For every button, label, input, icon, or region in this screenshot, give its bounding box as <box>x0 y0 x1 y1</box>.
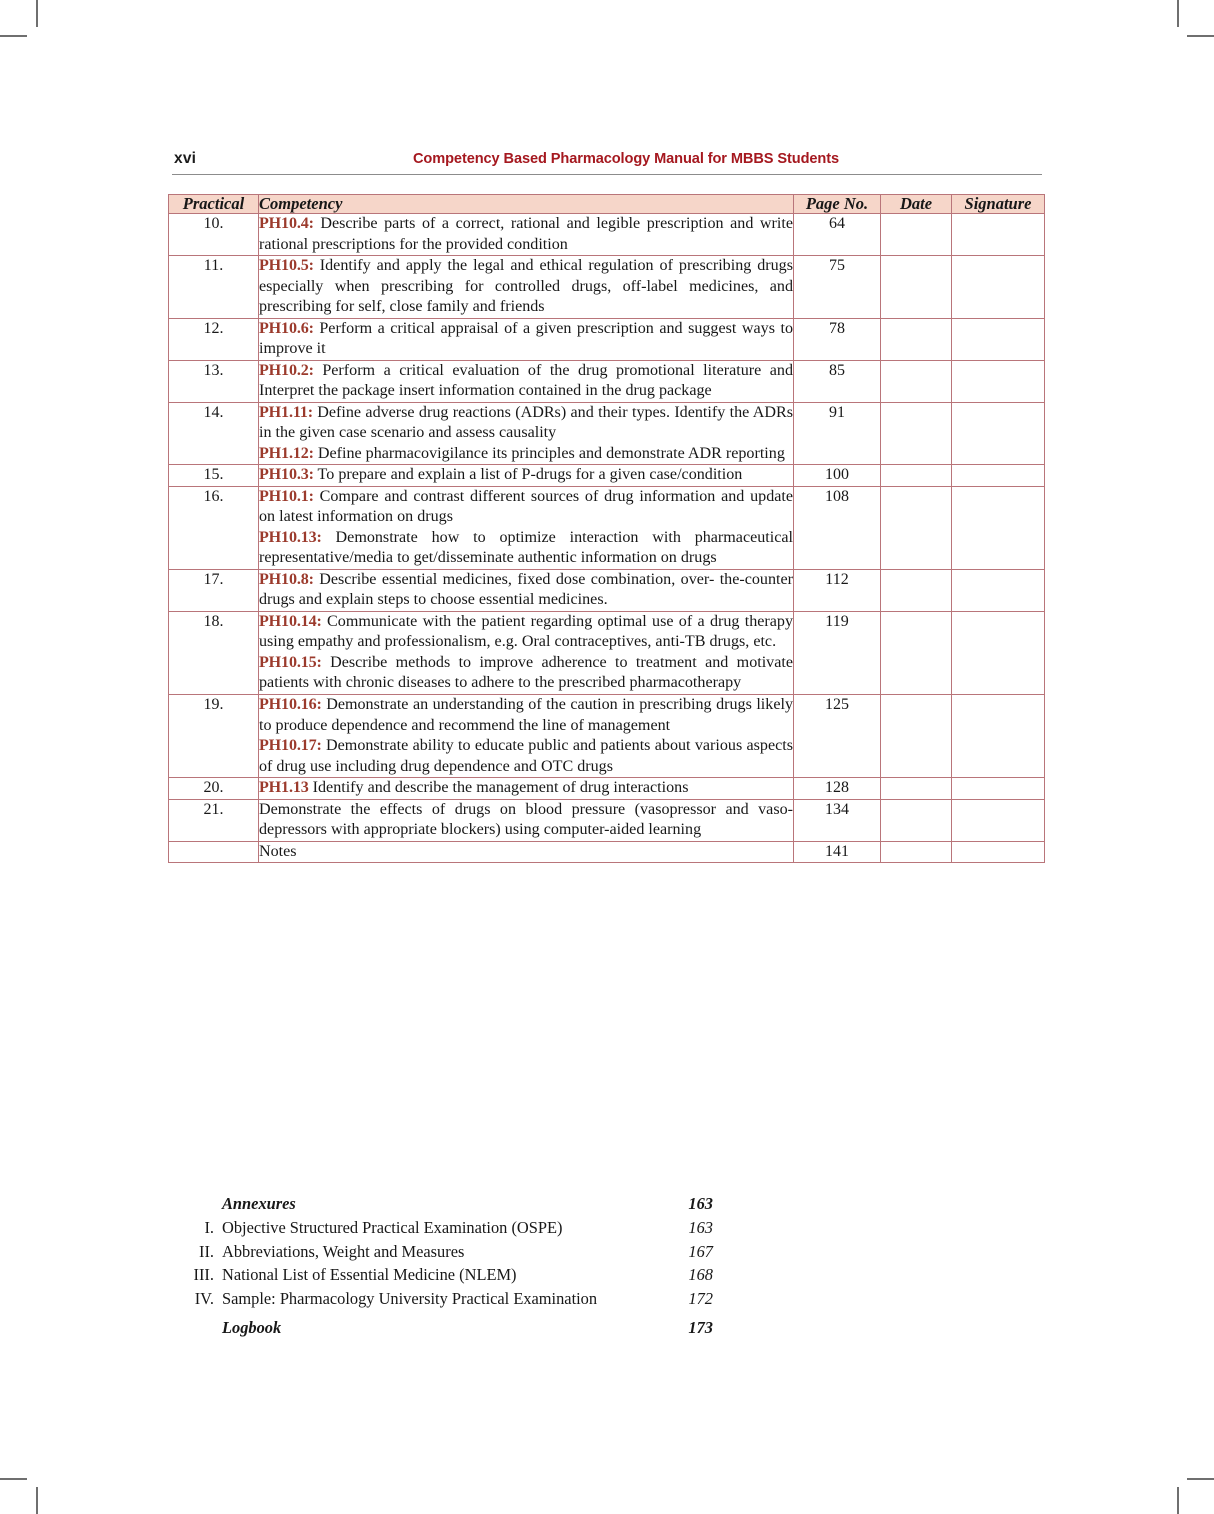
cell-competency <box>259 318 794 360</box>
crop-mark-bottom-right-vertical <box>1177 1487 1179 1514</box>
competency-text: Demonstrate an understanding of the caution in prescribing drugs likely to produce dependence and recommend the line of management <box>259 696 793 734</box>
competency-line <box>259 256 793 318</box>
competency-line <box>259 487 793 528</box>
cell-practical-number: 19. <box>169 695 259 778</box>
competency-code: PH10.16: <box>259 696 322 713</box>
cell-page-number: 119 <box>794 611 881 694</box>
cell-signature[interactable] <box>952 465 1045 487</box>
competency-line <box>259 612 793 653</box>
competency-code: PH1.12: <box>259 444 314 462</box>
annexure-item-page: 163 <box>688 1217 713 1237</box>
annexure-item-label: Abbreviations, Weight and Measures <box>222 1241 465 1261</box>
cell-competency <box>259 214 794 256</box>
cell-practical-number: 11. <box>169 256 259 319</box>
crop-mark-bottom-left-horizontal <box>0 1478 27 1480</box>
cell-practical-number: 12. <box>169 318 259 360</box>
cell-page-number: 78 <box>794 318 881 360</box>
competency-code: PH10.5: <box>259 257 314 275</box>
competency-text: Define adverse drug reactions (ADRs) and their types. Identify the ADRs in the given case scenario and assess causality <box>259 403 793 442</box>
table-header-row <box>169 195 1045 214</box>
cell-practical-number: 18. <box>169 611 259 694</box>
cell-date[interactable] <box>881 256 952 319</box>
cell-date[interactable] <box>881 486 952 569</box>
competency-code: PH10.2: <box>259 361 314 379</box>
table-row <box>169 256 1045 319</box>
annexure-item <box>168 1240 713 1264</box>
cell-practical-number: 16. <box>169 486 259 569</box>
table-row <box>169 569 1045 611</box>
table-body <box>169 214 1045 863</box>
annexure-item-numeral: III. <box>193 1265 214 1285</box>
cell-signature[interactable] <box>952 256 1045 319</box>
competency-code: PH10.6: <box>259 319 314 337</box>
competency-text: Define pharmacovigilance its principles and demonstrate ADR reporting <box>313 444 785 462</box>
competency-line <box>259 361 793 402</box>
cell-practical-number: 13. <box>169 360 259 402</box>
crop-mark-bottom-left-vertical <box>36 1487 38 1514</box>
cell-page-number: 134 <box>794 799 881 841</box>
cell-date[interactable] <box>881 841 952 863</box>
annexure-item-label: Sample: Pharmacology University Practical Examination <box>222 1289 598 1309</box>
competency-text: Demonstrate ability to educate public and patients about various aspects of drug use including drug dependence and OTC drugs <box>259 737 793 775</box>
table-header <box>169 195 1045 214</box>
cell-page-number: 128 <box>794 778 881 800</box>
competency-text: Perform a critical evaluation of the drug promotional literature and Interpret the package insert information contained in the drug package <box>259 361 793 400</box>
annexures-heading-page: 163 <box>688 1194 713 1213</box>
logbook-entry <box>168 1316 713 1340</box>
crop-mark-top-right-horizontal <box>1187 35 1214 37</box>
competency-line <box>259 653 793 694</box>
cell-date[interactable] <box>881 318 952 360</box>
table-row <box>169 486 1045 569</box>
competency-line <box>259 403 793 444</box>
annexures-heading-label: Annexures <box>222 1194 296 1213</box>
table-row <box>169 778 1045 800</box>
cell-date[interactable] <box>881 465 952 487</box>
competency-text: Describe essential medicines, fixed dose combination, over- the-counter drugs and explain steps to choose essential medicines. <box>259 570 793 609</box>
table-row <box>169 360 1045 402</box>
competency-line <box>259 528 793 569</box>
competency-line <box>259 800 793 841</box>
annexure-item-numeral: IV. <box>194 1289 214 1309</box>
cell-practical-number: 15. <box>169 465 259 487</box>
annexure-item <box>168 1216 713 1240</box>
competency-code: PH10.8: <box>259 570 314 588</box>
crop-mark-top-left-horizontal <box>0 35 27 37</box>
cell-page-number: 141 <box>794 841 881 863</box>
competency-text: Compare and contrast different sources of drug information and update on latest information on drugs <box>259 487 793 526</box>
table-row <box>169 465 1045 487</box>
competency-text: Describe parts of a correct, rational and legible prescription and write rational prescriptions for the provided condition <box>259 215 793 253</box>
annexure-item-numeral: I. <box>204 1217 214 1237</box>
cell-signature[interactable] <box>952 486 1045 569</box>
cell-page-number: 112 <box>794 569 881 611</box>
cell-competency <box>259 841 794 863</box>
competency-text: Describe methods to improve adherence to treatment and motivate patients with chronic diseases to adhere to the prescribed pharmacotherapy <box>259 653 793 692</box>
cell-signature[interactable] <box>952 695 1045 778</box>
competency-line <box>259 444 793 465</box>
competency-line <box>259 465 793 486</box>
competency-code: PH10.17: <box>259 737 322 755</box>
cell-date[interactable] <box>881 611 952 694</box>
cell-signature[interactable] <box>952 841 1045 863</box>
competency-code: PH10.3: <box>259 466 314 484</box>
cell-signature[interactable] <box>952 402 1045 465</box>
cell-practical-number: 14. <box>169 402 259 465</box>
competency-text: To prepare and explain a list of P-drugs for a given case/condition <box>313 466 743 484</box>
annexure-item-page: 172 <box>688 1289 713 1309</box>
cell-signature[interactable] <box>952 778 1045 800</box>
competency-line <box>259 695 793 736</box>
competency-code: PH10.15: <box>259 653 322 671</box>
competency-code: PH10.14: <box>259 612 322 630</box>
cell-date[interactable] <box>881 778 952 800</box>
annexure-item <box>168 1287 713 1311</box>
running-head <box>168 150 1044 176</box>
running-head-rule <box>172 174 1042 175</box>
competency-text: Notes <box>259 842 297 860</box>
table-row <box>169 799 1045 841</box>
cell-signature[interactable] <box>952 611 1045 694</box>
competency-text: Demonstrate how to optimize interaction with pharmaceutical representative/media to get/disseminate authentic information on drugs <box>259 528 793 567</box>
cell-competency <box>259 465 794 487</box>
column-header-date: Date <box>881 195 952 214</box>
competency-text: Communicate with the patient regarding optimal use of a drug therapy using empathy and professionalism, e.g. Oral contraceptives, anti-TB drugs, etc. <box>259 612 793 651</box>
cell-competency <box>259 569 794 611</box>
table-row <box>169 214 1045 256</box>
competency-line <box>259 214 793 255</box>
annexure-item-numeral: II. <box>198 1241 214 1261</box>
cell-practical-number: 10. <box>169 214 259 256</box>
cell-signature[interactable] <box>952 318 1045 360</box>
annexure-item-label: National List of Essential Medicine (NLEM) <box>222 1265 517 1285</box>
page-title: Competency Based Pharmacology Manual for MBBS Students <box>412 151 839 167</box>
competency-code: PH10.13: <box>259 528 322 546</box>
competency-table <box>168 194 1045 863</box>
competency-code: PH1.13 <box>259 779 309 797</box>
competency-code: PH10.1: <box>259 487 314 505</box>
competency-text: Identify and describe the management of drug interactions <box>308 779 689 797</box>
page-content <box>168 0 1044 176</box>
annexures-list <box>168 1192 713 1340</box>
annexure-item <box>168 1263 713 1287</box>
cell-practical-number <box>169 841 259 863</box>
annexure-item-page: 168 <box>688 1265 713 1285</box>
logbook-label: Logbook <box>222 1317 282 1337</box>
cell-competency <box>259 695 794 778</box>
competency-text: Demonstrate the effects of drugs on blood pressure (vasopressor and vaso-depressors with appropriate blockers) using computer-aided learning <box>259 800 793 839</box>
table-row <box>169 402 1045 465</box>
cell-page-number: 125 <box>794 695 881 778</box>
competency-text: Perform a critical appraisal of a given prescription and suggest ways to improve it <box>259 319 793 358</box>
competency-line <box>259 842 793 863</box>
cell-competency <box>259 778 794 800</box>
cell-date[interactable] <box>881 695 952 778</box>
competency-code: PH1.11: <box>259 403 313 421</box>
cell-date[interactable] <box>881 402 952 465</box>
annexures-heading <box>168 1192 713 1216</box>
cell-competency <box>259 486 794 569</box>
cell-signature[interactable] <box>952 799 1045 841</box>
cell-competency <box>259 799 794 841</box>
table-row <box>169 695 1045 778</box>
cell-page-number: 100 <box>794 465 881 487</box>
cell-date[interactable] <box>881 360 952 402</box>
crop-mark-bottom-right-horizontal <box>1187 1478 1214 1480</box>
competency-text: Identify and apply the legal and ethical regulation of prescribing drugs especially when prescribing for controlled drugs, off-label medicines, and prescribing for self, close family and friends <box>259 257 793 316</box>
crop-mark-top-left-vertical <box>36 0 38 27</box>
cell-signature[interactable] <box>952 569 1045 611</box>
competency-line <box>259 736 793 777</box>
cell-competency <box>259 402 794 465</box>
cell-page-number: 64 <box>794 214 881 256</box>
cell-page-number: 91 <box>794 402 881 465</box>
logbook-page: 173 <box>688 1317 713 1337</box>
annexure-item-label: Objective Structured Practical Examination (OSPE) <box>222 1217 563 1237</box>
cell-date[interactable] <box>881 799 952 841</box>
cell-competency <box>259 360 794 402</box>
table-row <box>169 318 1045 360</box>
cell-page-number: 85 <box>794 360 881 402</box>
competency-line <box>259 319 793 360</box>
table-row <box>169 611 1045 694</box>
cell-date[interactable] <box>881 214 952 256</box>
cell-competency <box>259 256 794 319</box>
cell-signature[interactable] <box>952 214 1045 256</box>
column-header-competency: Competency <box>259 195 794 214</box>
annexure-item-page: 167 <box>688 1241 713 1261</box>
cell-practical-number: 17. <box>169 569 259 611</box>
cell-practical-number: 21. <box>169 799 259 841</box>
competency-line <box>259 778 793 799</box>
page-folio: xvi <box>174 150 197 167</box>
column-header-practical: Practical <box>169 195 259 214</box>
cell-signature[interactable] <box>952 360 1045 402</box>
table-row <box>169 841 1045 863</box>
cell-page-number: 75 <box>794 256 881 319</box>
column-header-page-no: Page No. <box>794 195 881 214</box>
competency-line <box>259 570 793 611</box>
cell-practical-number: 20. <box>169 778 259 800</box>
cell-competency <box>259 611 794 694</box>
cell-date[interactable] <box>881 569 952 611</box>
column-header-signature: Signature <box>952 195 1045 214</box>
competency-code: PH10.4: <box>259 215 314 233</box>
crop-mark-top-right-vertical <box>1177 0 1179 27</box>
cell-page-number: 108 <box>794 486 881 569</box>
